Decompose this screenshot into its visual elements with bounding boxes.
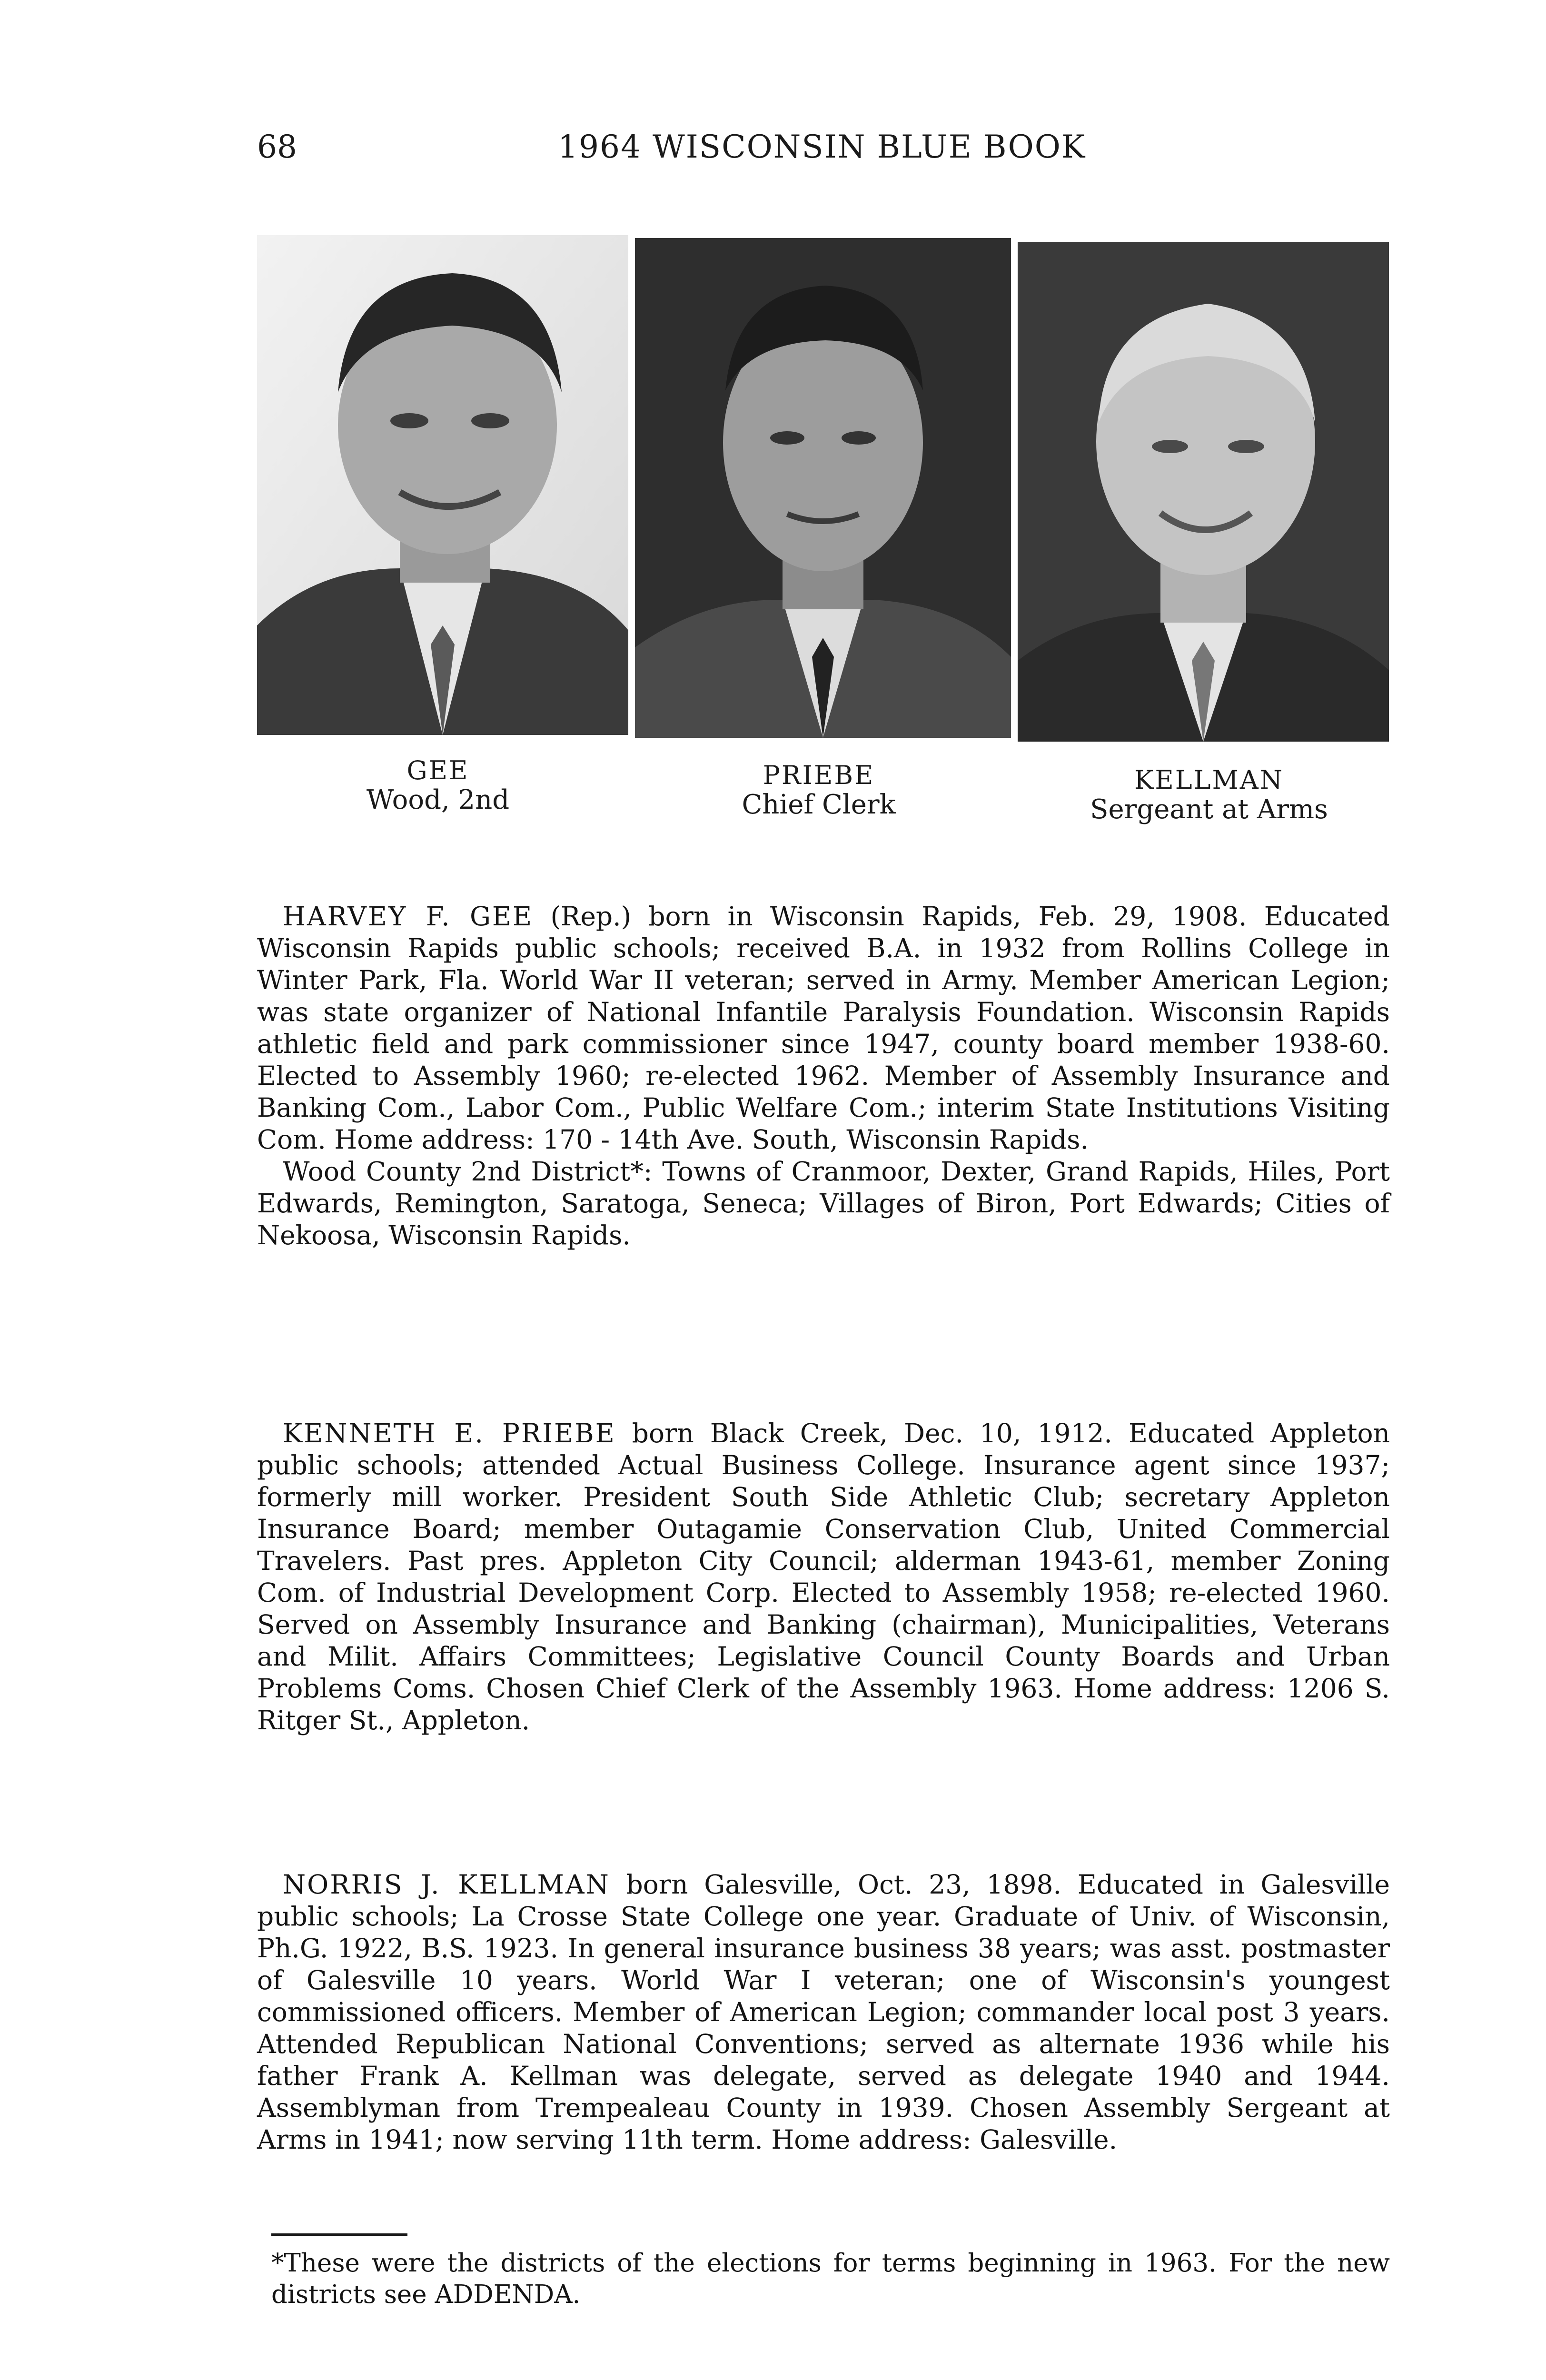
footnote-divider: [271, 2233, 407, 2236]
caption-subtitle: Wood, 2nd: [366, 784, 510, 815]
biography-name: HARVEY F. GEE: [283, 901, 534, 932]
portrait-photo-icon: [635, 238, 1011, 738]
biography-kellman: [257, 1869, 1390, 2156]
biography-name: NORRIS J. KELLMAN: [283, 1869, 610, 1900]
caption-kellman: [1047, 765, 1371, 824]
caption-priebe: [676, 761, 961, 820]
biography-paragraph: [257, 901, 1390, 1156]
running-title: 1964 WISCONSIN BLUE BOOK: [558, 129, 1086, 165]
page-header: [257, 129, 1409, 186]
footnote: [271, 2248, 1390, 2311]
biography-text: (Rep.) born in Wisconsin Rapids, Feb. 29, 1908. Educated Wisconsin Rapids public schools; received B.A. in 1932 from Rollins College in Winter Park, Fla. World War II veteran; served in Army. Member American Legion; was state organizer of National Infantile Paralysis Foundation. Wisconsin Rapids athletic field and park commissioner since 1947, county board member 1938-60. Elected to Assembly 1960; re-elected 1962. Member of Assembly Insurance and Banking Com., Labor Com., Public Welfare Com.; interim State Institutions Visiting Com. Home address: 170 - 14th Ave. South, Wisconsin Rapids.: [257, 901, 1390, 1155]
footnote-text: *These were the districts of the elections for terms beginning in 1963. For the new districts see ADDENDA.: [271, 2249, 1390, 2309]
biography-paragraph: [257, 1869, 1390, 2156]
biography-text: born Black Creek, Dec. 10, 1912. Educated Appleton public schools; attended Actual Business College. Insurance agent since 1937; formerly mill worker. President South Side Athletic Club; secretary Appleton Insurance Board; member Outagamie Conservation Club, United Commercial Travelers. Past pres. Appleton City Council; alderman 1943-61, member Zoning Com. of Industrial Development Corp. Elected to Assembly 1958; re-elected 1960. Served on Assembly Insurance and Banking (chairman), Municipalities, Veterans and Milit. Affairs Committees; Legislative Council County Boards and Urban Problems Coms. Chosen Chief Clerk of the Assembly 1963. Home address: 1206 S. Ritger St., Appleton.: [257, 1418, 1390, 1735]
portrait-photo-kellman: [1018, 242, 1389, 742]
page-number: 68: [257, 129, 297, 165]
biography-priebe: [257, 1418, 1390, 1736]
biography-text: born Galesville, Oct. 23, 1898. Educated in Galesville public schools; La Crosse State College one year. Graduate of Univ. of Wisconsin, Ph.G. 1922, B.S. 1923. In general insurance business 38 years; was asst. postmaster of Galesville 10 years. World War I veteran; one of Wisconsin's youngest commissioned officers. Member of American Legion; commander local post 3 years. Attended Republican National Conventions; served as alternate 1936 while his father Frank A. Kellman was delegate, served as delegate 1940 and 1944. Assemblyman from Trempealeau County in 1939. Chosen Assembly Sergeant at Arms in 1941; now serving 11th term. Home address: Galesville.: [257, 1869, 1390, 2155]
caption-subtitle: Sergeant at Arms: [1090, 794, 1328, 825]
district-description: Wood County 2nd District*: Towns of Cranmoor, Dexter, Grand Rapids, Hiles, Port Edwards, Remington, Saratoga, Seneca; Villages of Biron, Port Edwards; Cities of Nekoosa, Wisconsin Rapids.: [257, 1156, 1390, 1250]
portrait-photo-priebe: [635, 238, 1011, 738]
portrait-photo-icon: [257, 235, 628, 735]
biography-name: KENNETH E. PRIEBE: [283, 1418, 616, 1448]
caption-name: GEE: [406, 755, 469, 785]
portrait-photo-icon: [1018, 242, 1389, 742]
portrait-photo-gee: [257, 235, 628, 735]
caption-name: PRIEBE: [763, 760, 875, 790]
caption-gee: [295, 756, 581, 815]
biography-paragraph: [257, 1418, 1390, 1736]
caption-name: KELLMAN: [1134, 765, 1284, 795]
biography-gee: [257, 901, 1390, 1251]
caption-subtitle: Chief Clerk: [742, 789, 896, 820]
